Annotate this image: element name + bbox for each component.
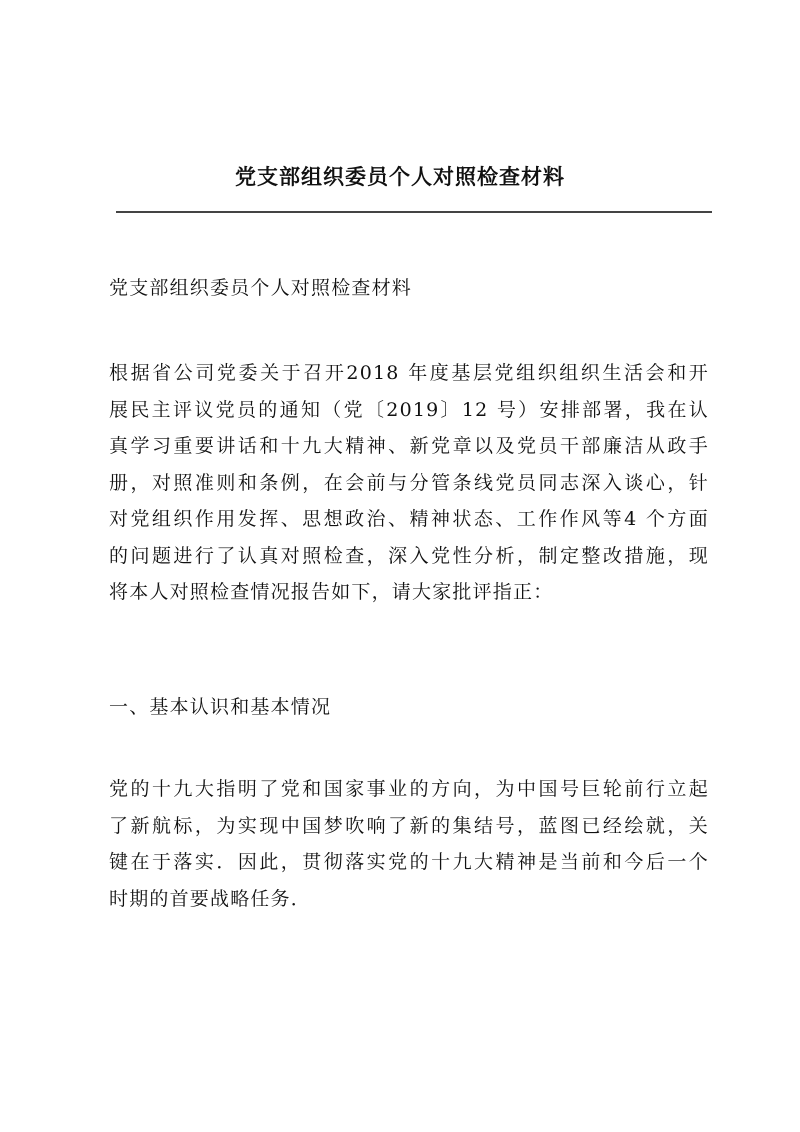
intro-line: 展民主评议党员的通知（党〔2019〕12 号）安排部署，我在认 [109, 398, 709, 421]
body-paragraph [109, 771, 709, 917]
body-line: 了新航标，为实现中国梦吹响了新的集结号，蓝图已经绘就，关 [109, 814, 709, 837]
intro-line: 的问题进行了认真对照检查，深入党性分析，制定整改措施，现 [109, 544, 709, 567]
intro-line: 根据省公司党委关于召开2018 年度基层党组织组织生活会和开 [109, 362, 709, 384]
intro-line: 册，对照准则和条例，在会前与分管条线党员同志深入谈心，针 [109, 471, 709, 494]
section-heading: 一、基本认识和基本情况 [109, 696, 332, 718]
body-line: 键在于落实．因此，贯彻落实党的十九大精神是当前和今后一个 [109, 851, 709, 873]
intro-paragraph [109, 355, 709, 611]
body-line: 时期的首要战略任务． [109, 887, 312, 910]
document-subtitle: 党支部组织委员个人对照检查材料 [109, 277, 413, 299]
title-divider [116, 211, 712, 213]
body-line: 党的十九大指明了党和国家事业的方向，为中国号巨轮前行立起 [109, 778, 709, 800]
intro-line: 对党组织作用发挥、思想政治、精神状态、工作作风等4 个方面 [109, 508, 709, 530]
intro-line: 真学习重要讲话和十九大精神、新党章以及党员干部廉洁从政手 [109, 435, 709, 457]
document-title: 党支部组织委员个人对照检查材料 [235, 164, 565, 189]
intro-line: 将本人对照检查情况报告如下，请大家批评指正： [109, 581, 554, 603]
